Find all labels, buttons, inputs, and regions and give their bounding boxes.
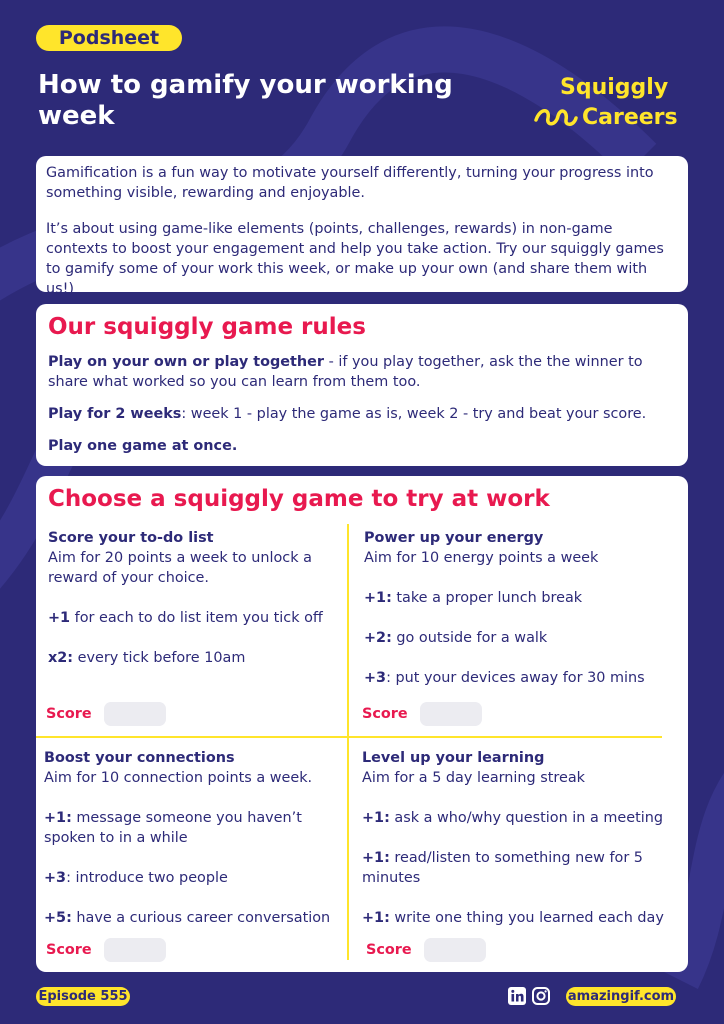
game-3-line-2 bbox=[44, 868, 339, 888]
game-3-line-3-text: have a curious career conversation bbox=[71, 910, 331, 926]
horizontal-divider bbox=[36, 736, 662, 738]
game-1-title: Score your to-do list bbox=[48, 530, 214, 546]
logo-word-careers: Careers bbox=[582, 105, 678, 130]
rules-heading: Our squiggly game rules bbox=[48, 314, 366, 340]
rule-2 bbox=[48, 404, 676, 424]
score-label: Score bbox=[362, 706, 408, 722]
game-2-line-3 bbox=[364, 668, 664, 688]
rule-3-bold: Play one game at once. bbox=[48, 438, 238, 454]
game-1-line-1-points: +1 bbox=[48, 610, 71, 626]
game-3-line-3 bbox=[44, 908, 339, 928]
intro-card bbox=[36, 156, 688, 297]
game-4-line-1-points: +1: bbox=[362, 810, 390, 826]
game-2-line-3-points: +3 bbox=[364, 670, 387, 686]
game-3-title: Boost your connections bbox=[44, 750, 235, 766]
squiggle-icon bbox=[536, 111, 576, 125]
game-4-score bbox=[366, 938, 486, 962]
rule-1 bbox=[48, 352, 676, 392]
game-2-line-1-points: +1: bbox=[364, 590, 392, 606]
game-4-line-2-text: read/listen to something new for 5 minutes bbox=[362, 850, 643, 886]
game-4-description: Aim for a 5 day learning streak bbox=[362, 770, 585, 786]
game-3-line-1-points: +1: bbox=[44, 810, 72, 826]
game-2-line-1 bbox=[364, 588, 664, 608]
game-boost-connections bbox=[44, 748, 339, 928]
rule-2-text: : week 1 - play the game as is, week 2 - try and beat your score. bbox=[181, 406, 647, 422]
linkedin-icon[interactable] bbox=[508, 987, 526, 1005]
game-4-line-1-text: ask a who/why question in a meeting bbox=[389, 810, 663, 826]
game-1-score bbox=[46, 702, 166, 726]
instagram-icon[interactable] bbox=[532, 987, 550, 1005]
score-input[interactable] bbox=[420, 702, 482, 726]
game-3-description: Aim for 10 connection points a week. bbox=[44, 770, 313, 786]
game-2-line-2-points: +2: bbox=[364, 630, 392, 646]
game-2-line-3-text: : put your devices away for 30 mins bbox=[386, 670, 645, 686]
game-4-line-3-points: +1: bbox=[362, 910, 390, 926]
game-3-line-1-text: message someone you haven’t spoken to in a while bbox=[44, 810, 302, 846]
score-input[interactable] bbox=[104, 938, 166, 962]
squiggly-careers-logo bbox=[532, 70, 702, 132]
game-3-line-3-points: +5: bbox=[44, 910, 72, 926]
game-1-line-2-text: every tick before 10am bbox=[73, 650, 246, 666]
game-4-line-3 bbox=[362, 908, 664, 928]
game-4-line-1 bbox=[362, 808, 664, 828]
game-3-line-2-text: : introduce two people bbox=[66, 870, 228, 886]
score-label: Score bbox=[46, 706, 92, 722]
game-4-line-3-text: write one thing you learned each day bbox=[389, 910, 664, 926]
rule-1-text: - if you play together, ask the the winner to share what worked so you can learn from them too. bbox=[48, 354, 643, 390]
rule-2-bold: Play for 2 weeks bbox=[48, 406, 182, 422]
game-1-line-1 bbox=[48, 608, 338, 628]
game-2-line-2 bbox=[364, 628, 664, 648]
games-heading: Choose a squiggly game to try at work bbox=[48, 486, 550, 512]
game-3-score bbox=[46, 938, 166, 962]
intro-paragraph-2: It’s about using game-like elements (points, challenges, rewards) in non-game contexts to boost your engagement and help you take action. Try our squiggly games to gamify some of your work this week, or make up your own (and share them with us!) bbox=[46, 221, 664, 297]
games-card bbox=[36, 476, 688, 972]
game-4-title: Level up your learning bbox=[362, 750, 545, 766]
game-2-description: Aim for 10 energy points a week bbox=[364, 550, 599, 566]
game-1-line-1-text: for each to do list item you tick off bbox=[70, 610, 323, 626]
game-4-line-2-points: +1: bbox=[362, 850, 390, 866]
game-3-line-1 bbox=[44, 808, 339, 848]
rules-card bbox=[36, 304, 688, 466]
game-4-line-2 bbox=[362, 848, 664, 888]
podsheet-badge: Podsheet bbox=[36, 25, 182, 51]
game-2-line-2-text: go outside for a walk bbox=[391, 630, 548, 646]
vertical-divider bbox=[347, 524, 349, 960]
game-1-description: Aim for 20 points a week to unlock a reward of your choice. bbox=[48, 550, 312, 586]
page-title: How to gamify your working week bbox=[38, 70, 453, 131]
episode-badge: Episode 555 bbox=[36, 987, 130, 1006]
website-link[interactable]: amazingif.com bbox=[567, 989, 675, 1004]
intro-paragraph-1: Gamification is a fun way to motivate yourself differently, turning your progress into something visible, rewarding and enjoyable. bbox=[46, 165, 654, 201]
game-level-learning bbox=[362, 748, 664, 928]
game-1-line-2-points: x2: bbox=[48, 650, 74, 666]
score-label: Score bbox=[46, 942, 92, 958]
game-power-energy bbox=[364, 528, 664, 688]
score-input[interactable] bbox=[424, 938, 486, 962]
score-label: Score bbox=[366, 942, 412, 958]
rule-1-bold: Play on your own or play together bbox=[48, 354, 325, 370]
game-2-score bbox=[362, 702, 482, 726]
game-2-title: Power up your energy bbox=[364, 530, 544, 546]
game-3-line-2-points: +3 bbox=[44, 870, 67, 886]
game-1-line-2 bbox=[48, 648, 338, 668]
logo-word-squiggly: Squiggly bbox=[560, 75, 669, 100]
game-2-line-1-text: take a proper lunch break bbox=[391, 590, 583, 606]
rule-3 bbox=[48, 436, 676, 456]
game-score-todo bbox=[48, 528, 338, 668]
score-input[interactable] bbox=[104, 702, 166, 726]
